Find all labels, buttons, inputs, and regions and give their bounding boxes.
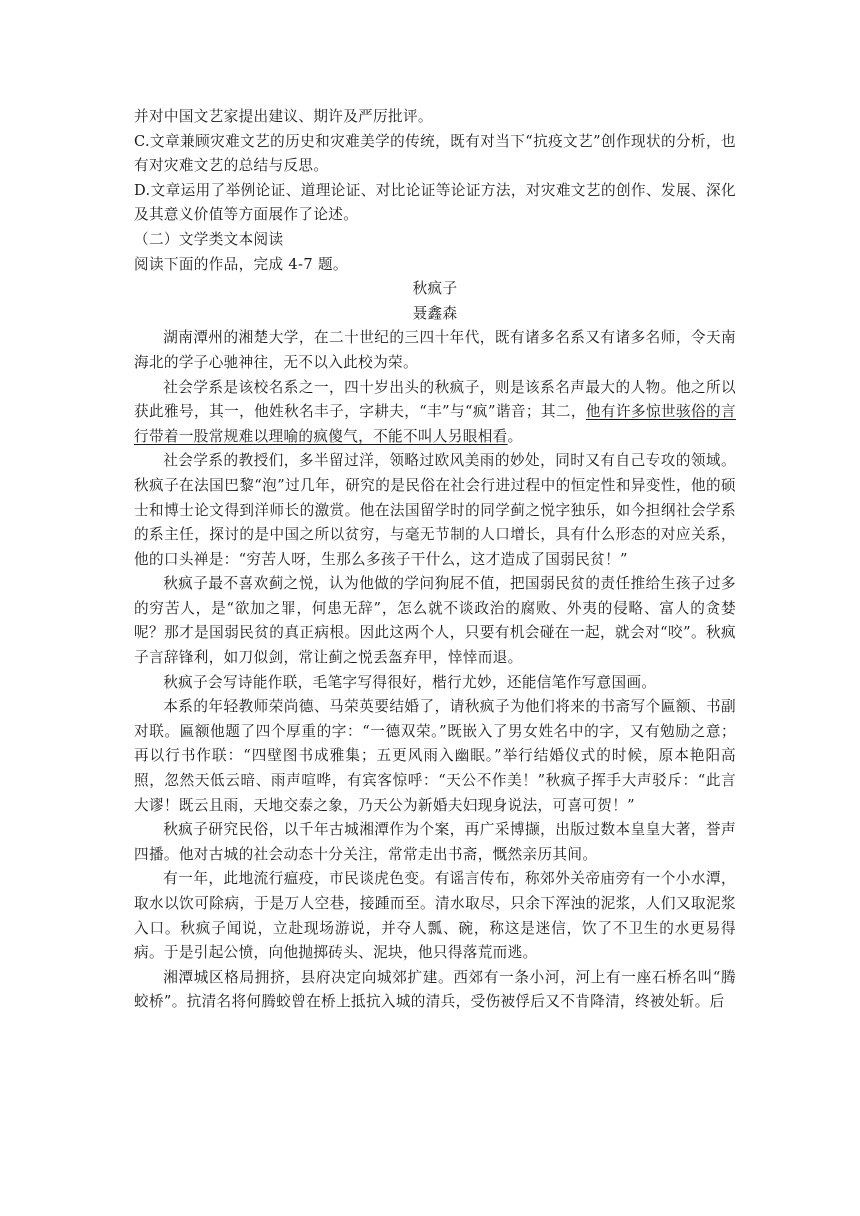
paragraph-4: 秋疯子最不喜欢蓟之悦，认为他做的学问狗屁不值，把国弱民贫的责任推给生孩子过多的穷苦人，是“欲加之罪，何患无辞”，怎么就不谈政治的腐败、外夷的侵略、富人的贪婪呢？那才是国弱民贫的真正病根。因此这两个人，只要有机会碰在一起，就会对“咬”。秋疯子言辞锋利，如刀似剑，常让蓟之悦丢盔弃甲，悻悻而退。 — [134, 575, 736, 667]
paragraph-1: 湖南潭州的湘楚大学，在二十世纪的三四十年代，既有诸多名系又有诸多名师，令天南海北的学子心驰神往，无不以入此校为荣。 — [134, 329, 736, 371]
underlined-sentence: 他有许多惊世骇俗的言行带着一股常规难以理喻的疯傻气，不能不叫人另眼相看 — [134, 403, 736, 445]
reading-instruction: 阅读下面的作品，完成 4-7 题。 — [134, 255, 348, 273]
paragraph-3: 社会学系的教授们，多半留过洋，领略过欧风美雨的妙处，同时又有自己专攻的领域。秋疯子在法国巴黎“泡”过几年，研究的是民俗在社会行进过程中的恒定性和异变性，他的硕士和博士论文得到洋师长的激赏。他在法国留学时的同学蓟之悦字独乐，如今担纲社会学系的系主任，探讨的是中国之所以贫穷，与毫无节制的人口增长，具有什么形态的对应关系，他的口头禅是：“穷苦人呀，生那么多孩子干什么，这才造成了国弱民贫！” — [134, 452, 736, 568]
section-heading: （二）文学类文本阅读 — [134, 230, 284, 248]
paragraph-6: 本系的年轻教师荣尚德、马荣英要结婚了，请秋疯子为他们将来的书斋写个匾额、书副对联。匾额他题了四个厚重的字：“一德双荣。”既嵌入了男女姓名中的字，又有勉励之意；再以行书作联：“四壁图书成雅集；五更风雨入幽眠。”举行结婚仪式的时候，原本艳阳高照，忽然天低云暗、雨声喧哗，有宾客惊呼：“天公不作美！”秋疯子挥手大声驳斥：“此言大谬！既云且雨，天地交泰之象，乃天公为新婚夫妇现身说法，可喜可贺！” — [134, 698, 736, 814]
paragraph-2 — [134, 376, 736, 450]
option-d: D.文章运用了举例论证、道理论证、对比论证等论证方法，对灾难文艺的创作、发展、深化及其意义价值等方面展作了论述。 — [134, 181, 736, 224]
paragraph-9: 湘潭城区格局拥挤，县府决定向城郊扩建。西郊有一条小河，河上有一座石桥名叫“腾蛟桥”。抗清名将何腾蛟曾在桥上抵抗入城的清兵，受伤被俘后又不肯降清，终被处斩。后 — [134, 968, 736, 1011]
story-title: 秋疯子 — [412, 280, 458, 298]
paragraph-8: 有一年，此地流行瘟疫，市民谈虎色变。有谣言传布，称郊外关帝庙旁有一个小水潭，取水以饮可除病，于是万人空巷，接踵而至。清水取尽，只余下浑浊的泥浆，人们又取泥浆入口。秋疯子闻说，立赴现场游说，并夺人瓢、碗，称这是迷信，饮了不卫生的水更易得病。于是引起公愤，向他抛掷砖头、泥块，他只得落荒而逃。 — [134, 870, 736, 962]
option-c: C.文章兼顾灾难文艺的历史和灾难美学的传统，既有对当下“抗疫文艺”创作现状的分析，也有对灾难文艺的总结与反思。 — [134, 132, 736, 175]
paragraph-2-end: 。 — [507, 427, 523, 445]
option-b-continuation: 并对中国文艺家提出建议、期许及严厉批评。 — [134, 108, 433, 125]
paragraph-2-text: 社会学系是该校名系之一，四十岁出头的秋疯子，则是该系名声最大的人物。他之所以获此雅号，其一，他姓秋名丰子，字耕夫，“丰”与“疯”谐音；其二， — [134, 378, 736, 421]
document-body — [134, 105, 736, 1015]
story-author: 聂鑫森 — [412, 304, 458, 322]
paragraph-7: 秋疯子研究民俗，以千年古城湘潭作为个案，再广采博撷，出版过数本皇皇大著，誉声四播。他对古城的社会动态十分关注，常常走出书斋，慨然亲历其间。 — [134, 821, 736, 863]
paragraph-5: 秋疯子会写诗能作联，毛笔字写得很好，楷行尤妙，还能信笔作写意国画。 — [163, 673, 657, 691]
